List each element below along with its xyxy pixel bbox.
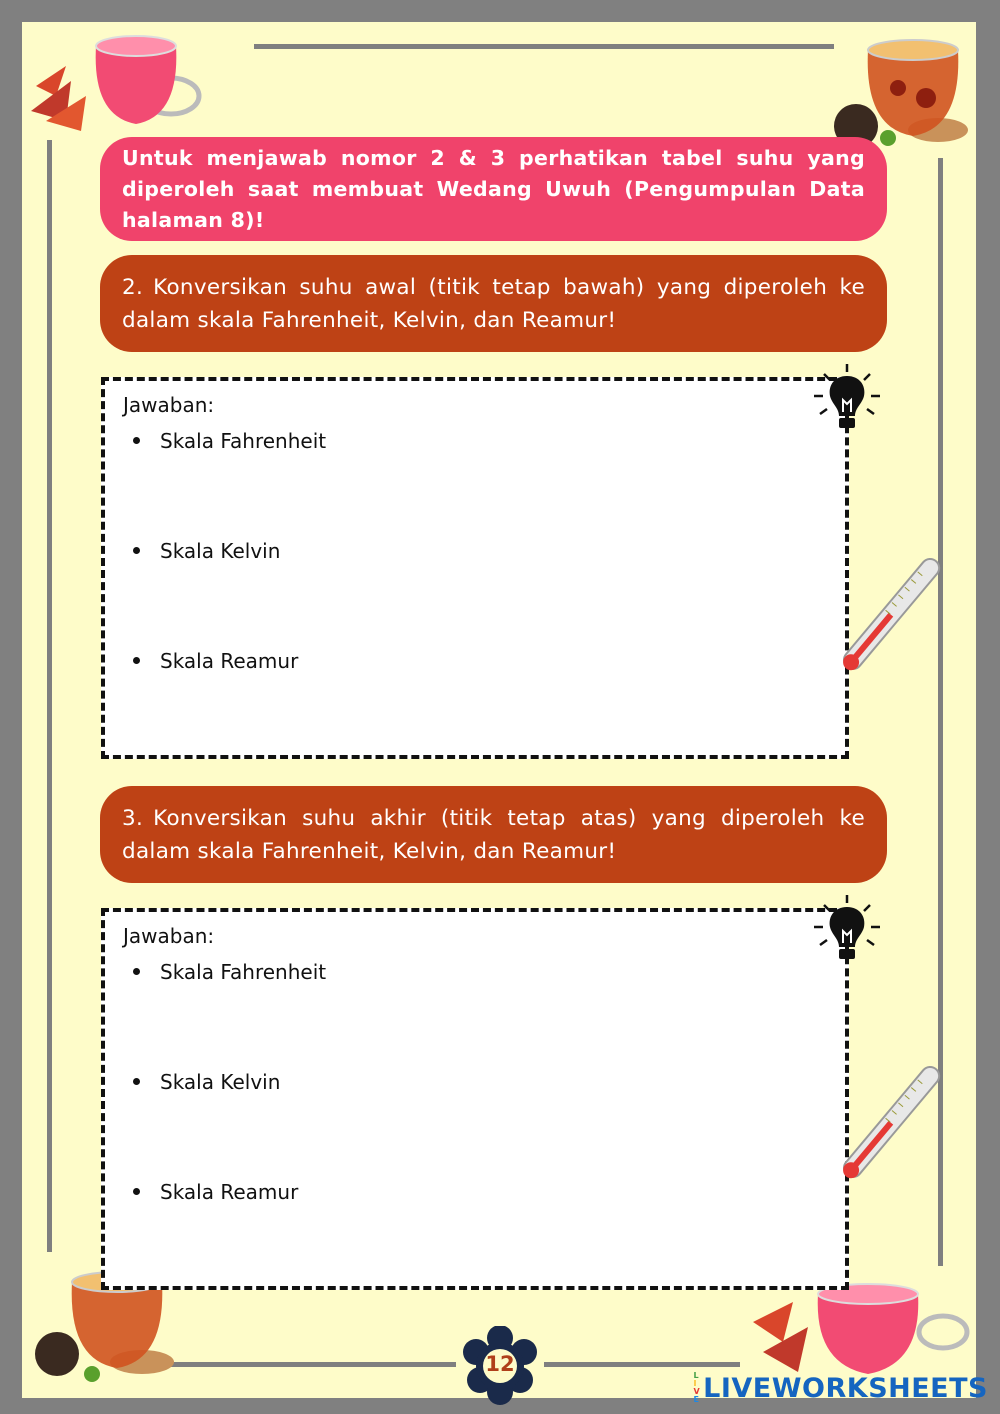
question-2-text: Konversikan suhu awal (titik tetap bawah) yang diperoleh ke dalam skala Fahrenheit, Kelvin, dan Reamur!: [122, 275, 865, 333]
brand-mark: L I V E: [693, 1371, 701, 1404]
question-3-number: 3.: [122, 806, 144, 831]
answer-2-item-kelvin[interactable]: Skala Kelvin: [133, 539, 280, 563]
question-3-banner: [100, 786, 887, 883]
bullet-dot-icon: [133, 657, 140, 664]
answer-label-2: Jawaban:: [123, 393, 215, 417]
bullet-dot-icon: [133, 437, 140, 444]
answer-label-3: Jawaban:: [123, 924, 215, 948]
bottom-divider-line-left: [166, 1362, 456, 1367]
bullet-dot-icon: [133, 1078, 140, 1085]
answer-2-item-fahrenheit[interactable]: Skala Fahrenheit: [133, 429, 326, 453]
answer-3-item-kelvin[interactable]: Skala Kelvin: [133, 1070, 280, 1094]
top-divider-line: [254, 44, 834, 49]
answer-3-item-reamur[interactable]: Skala Reamur: [133, 1180, 298, 1204]
answer-box-2[interactable]: [101, 377, 849, 759]
answer-box-3[interactable]: [101, 908, 849, 1290]
bullet-dot-icon: [133, 547, 140, 554]
page-number: 12: [485, 1352, 515, 1376]
brand-name: LIVEWORKSHEETS: [703, 1372, 988, 1404]
question-3-text: Konversikan suhu akhir (titik tetap atas) yang diperoleh ke dalam skala Fahrenheit, Kelvin, dan Reamur!: [122, 806, 865, 864]
bullet-dot-icon: [133, 968, 140, 975]
answer-2-item-reamur[interactable]: Skala Reamur: [133, 649, 298, 673]
bottom-divider-line-right: [544, 1362, 740, 1367]
pink-tea-cup-bottom-icon: [748, 1282, 978, 1382]
question-2-number: 2.: [122, 275, 144, 300]
thermometer-icon: [836, 1052, 942, 1198]
lightbulb-icon: [812, 362, 882, 434]
left-frame-line: [47, 140, 52, 1252]
question-2-banner: [100, 255, 887, 352]
pink-tea-cup-icon: [26, 26, 246, 136]
instruction-banner: Untuk menjawab nomor 2 & 3 perhatikan tabel suhu yang diperoleh saat membuat Wedang Uwuh (Pengumpulan Data halaman 8)!: [100, 137, 887, 241]
bullet-dot-icon: [133, 1188, 140, 1195]
thermometer-icon: [836, 544, 942, 690]
lightbulb-icon: [812, 893, 882, 965]
liveworksheets-logo[interactable]: [693, 1372, 988, 1404]
answer-3-item-fahrenheit[interactable]: Skala Fahrenheit: [133, 960, 326, 984]
